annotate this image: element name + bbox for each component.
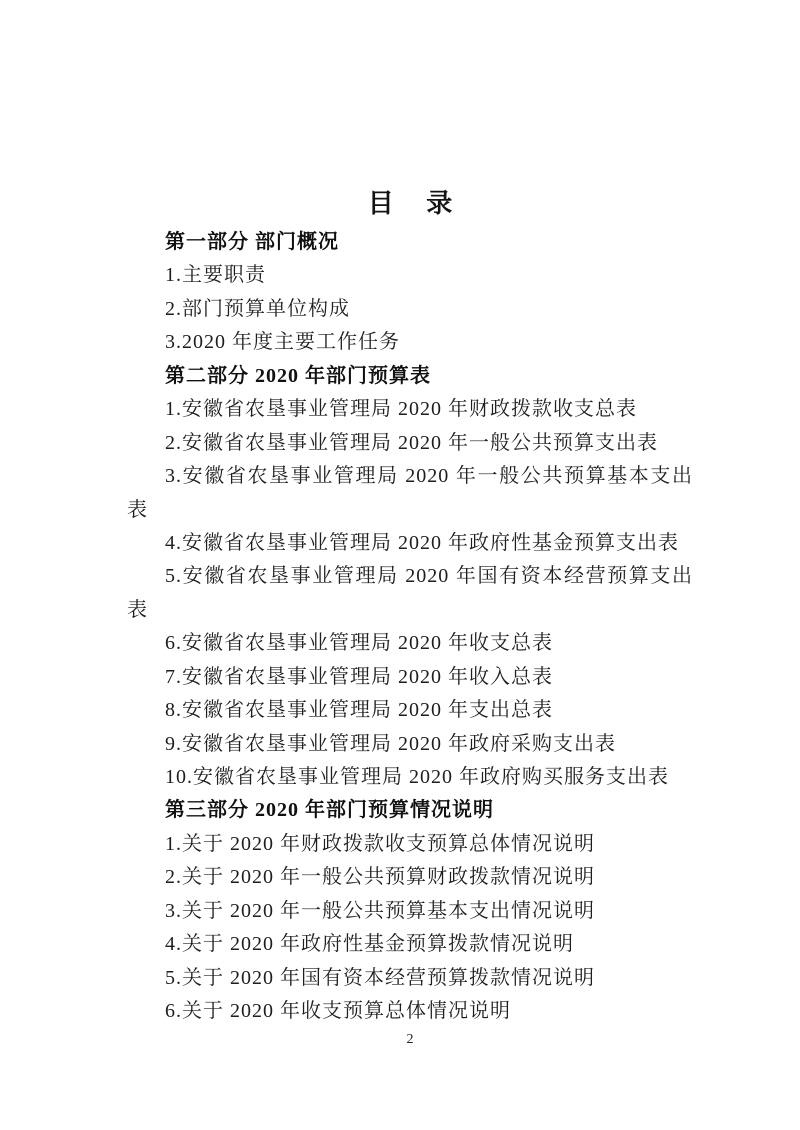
toc-item-wrap-line: 表 bbox=[127, 498, 148, 521]
toc-item: 10.安徽省农垦事业管理局 2020 年政府购买服务支出表 bbox=[165, 766, 669, 788]
toc-item: 1.安徽省农垦事业管理局 2020 年财政拨款收支总表 bbox=[165, 398, 637, 421]
toc-section-heading: 第一部分 部门概况 bbox=[165, 231, 339, 253]
toc-item: 3.关于 2020 年一般公共预算基本支出情况说明 bbox=[165, 899, 595, 922]
toc-item: 3.安徽省农垦事业管理局 2020 年一般公共预算基本支出 bbox=[165, 465, 693, 488]
toc-item: 5.安徽省农垦事业管理局 2020 年国有资本经营预算支出 bbox=[165, 565, 693, 588]
toc-item: 8.安徽省农垦事业管理局 2020 年支出总表 bbox=[165, 699, 553, 722]
page-number: 2 bbox=[406, 1032, 414, 1047]
toc-item: 2.安徽省农垦事业管理局 2020 年一般公共预算支出表 bbox=[165, 431, 658, 454]
toc-item: 2.部门预算单位构成 bbox=[165, 297, 350, 320]
toc-section-heading: 第三部分 2020 年部门预算情况说明 bbox=[165, 799, 494, 822]
toc-item: 5.关于 2020 年国有资本经营预算拨款情况说明 bbox=[165, 966, 595, 989]
toc-item: 6.安徽省农垦事业管理局 2020 年收支总表 bbox=[165, 632, 553, 655]
toc-item: 6.关于 2020 年收支预算总体情况说明 bbox=[165, 1000, 511, 1023]
toc-item: 1.关于 2020 年财政拨款收支预算总体情况说明 bbox=[165, 832, 595, 855]
toc-item: 7.安徽省农垦事业管理局 2020 年收入总表 bbox=[165, 665, 553, 688]
toc-section-heading: 第二部分 2020 年部门预算表 bbox=[165, 364, 431, 387]
table-of-contents bbox=[127, 226, 693, 1029]
document-title: 目 录 bbox=[367, 189, 466, 218]
toc-item-wrap-line: 表 bbox=[127, 598, 148, 621]
toc-item: 9.安徽省农垦事业管理局 2020 年政府采购支出表 bbox=[165, 732, 616, 755]
toc-item: 4.安徽省农垦事业管理局 2020 年政府性基金预算支出表 bbox=[165, 531, 679, 554]
toc-item: 2.关于 2020 年一般公共预算财政拨款情况说明 bbox=[165, 866, 595, 889]
toc-item: 4.关于 2020 年政府性基金预算拨款情况说明 bbox=[165, 933, 574, 956]
toc-item: 3.2020 年度主要工作任务 bbox=[165, 331, 400, 354]
toc-item: 1.主要职责 bbox=[165, 264, 266, 287]
